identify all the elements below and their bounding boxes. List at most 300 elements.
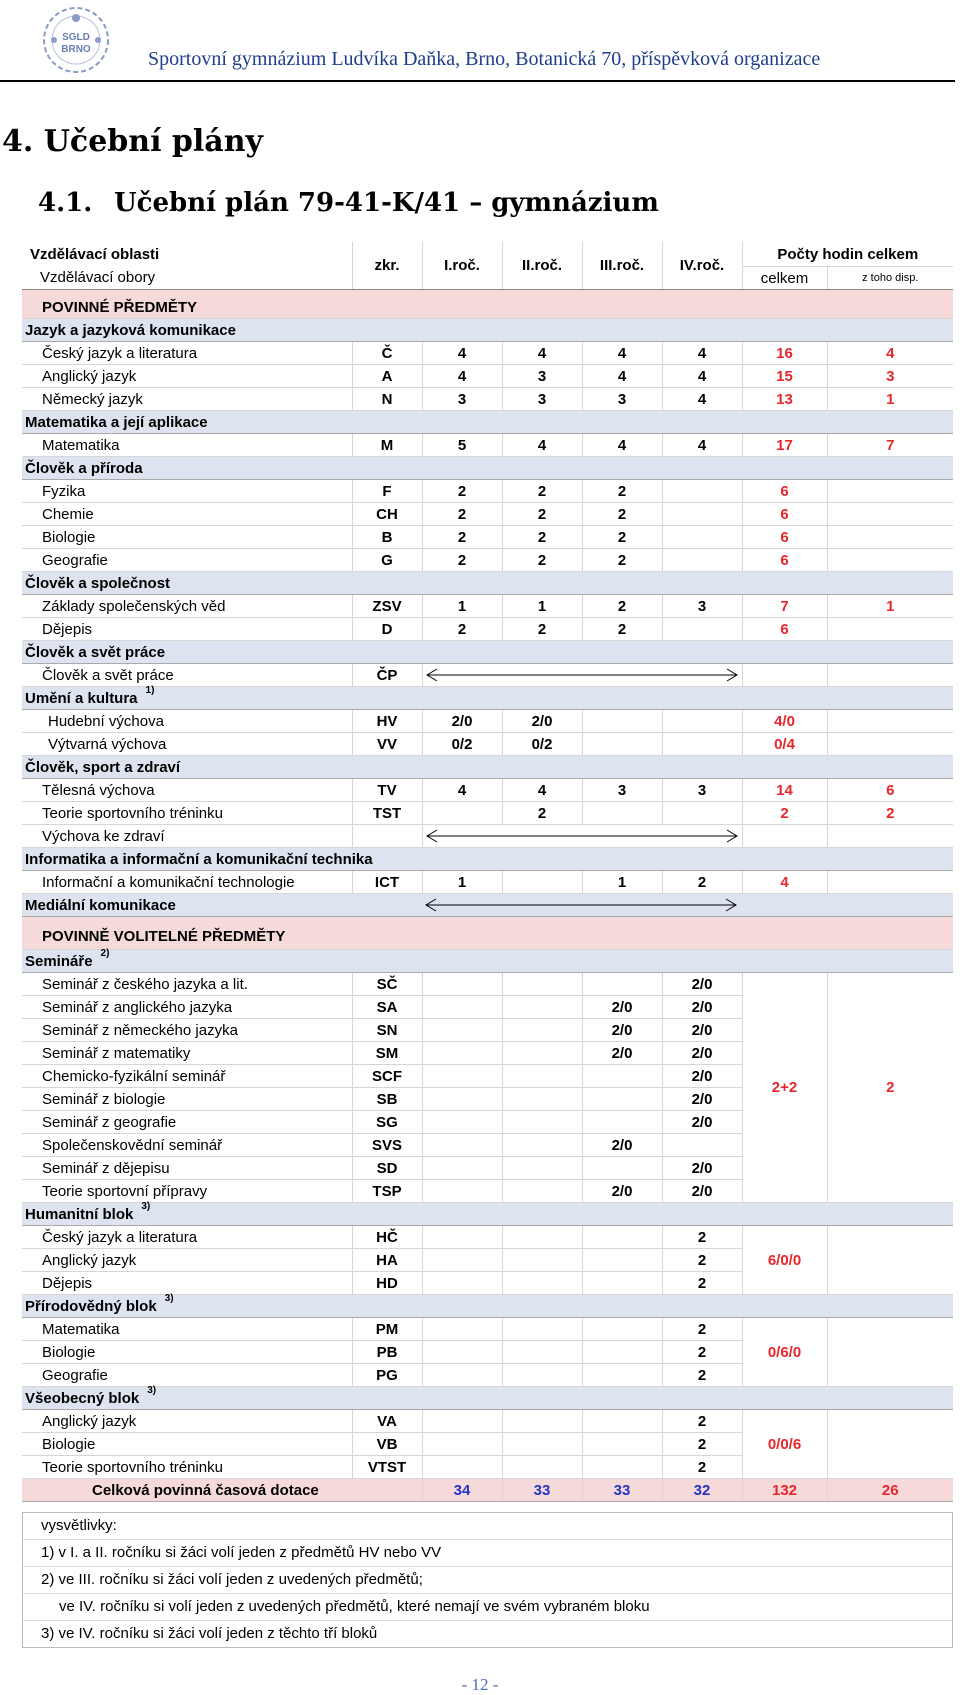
cell-value: 2 [582, 526, 662, 549]
cell-value: 2 [502, 503, 582, 526]
cell-value [422, 1088, 502, 1111]
curriculum-table [22, 242, 953, 1502]
cell-value: SČ [352, 973, 422, 996]
section-row: Člověk a společnost [22, 572, 953, 595]
cell-value [827, 733, 953, 756]
cell-value: 2/0 [662, 973, 742, 996]
span-arrow-icon [422, 664, 742, 687]
subject-name: Chemicko-fyzikální seminář [22, 1065, 352, 1088]
section-row: POVINNĚ VOLITELNÉ PŘEDMĚTY [22, 917, 953, 950]
cell-value: 3 [582, 388, 662, 411]
subject-name: Informační a komunikační technologie [22, 871, 352, 894]
cell-value: 2 [502, 802, 582, 825]
cell-value [662, 526, 742, 549]
cell-value: 2/0 [662, 1042, 742, 1065]
col-celkem: celkem [742, 267, 827, 290]
notes-box [22, 1512, 953, 1648]
cell-value [582, 1157, 662, 1180]
subject-name: Anglický jazyk [22, 1249, 352, 1272]
school-logo-icon [40, 4, 112, 76]
note-line: 2) ve III. ročníku si žáci volí jeden z uvedených předmětů; [23, 1567, 952, 1594]
cell-value [422, 1157, 502, 1180]
subject-name: Anglický jazyk [22, 365, 352, 388]
prirodovedny-body [22, 1318, 953, 1387]
cell-value: 2 [582, 595, 662, 618]
cell-value [582, 710, 662, 733]
cell-value [422, 1364, 502, 1387]
table-row: Člověk a svět práce ČP [22, 664, 953, 687]
cell-value: ICT [352, 871, 422, 894]
cell-value: 4 [582, 434, 662, 457]
table-row [22, 388, 953, 411]
cell-value: 2/0 [582, 996, 662, 1019]
cell-value [502, 1042, 582, 1065]
subject-name: Tělesná výchova [22, 779, 352, 802]
subject-name: Seminář z českého jazyka a lit. [22, 973, 352, 996]
cell-value [422, 1318, 502, 1341]
cell-value: 5 [422, 434, 502, 457]
cell-value [502, 1019, 582, 1042]
cell-value [582, 1065, 662, 1088]
cell-value: 2 [662, 1341, 742, 1364]
cell-value [827, 549, 953, 572]
cell-value: 1 [422, 595, 502, 618]
seminars-body [22, 973, 953, 1203]
subject-name: Seminář z německého jazyka [22, 1019, 352, 1042]
header-title: Sportovní gymnázium Ludvíka Daňka, Brno, Botanická 70, příspěvková organizace [148, 48, 821, 70]
cell-value: ZSV [352, 595, 422, 618]
table-row [22, 434, 953, 457]
table-row [22, 342, 953, 365]
block-total: 6/0/0 [742, 1226, 827, 1295]
cell-value [502, 1226, 582, 1249]
subject-name: Biologie [22, 526, 352, 549]
cell-value: N [352, 388, 422, 411]
cell-value: 2 [742, 802, 827, 825]
cell-value: VB [352, 1433, 422, 1456]
cell-value [662, 733, 742, 756]
cell-value [502, 1065, 582, 1088]
table-row [22, 595, 953, 618]
cell-value: 2 [827, 802, 953, 825]
cell-value [582, 1088, 662, 1111]
cell-value: 4 [662, 434, 742, 457]
cell-value: 4 [742, 871, 827, 894]
cell-value [582, 1364, 662, 1387]
cell-value [662, 503, 742, 526]
table-header-row [22, 242, 953, 267]
subject-name: Chemie [22, 503, 352, 526]
cell-value: 2 [422, 549, 502, 572]
cell-value: 2/0 [502, 710, 582, 733]
subject-name: Matematika [22, 1318, 352, 1341]
section-row: Matematika a její aplikace [22, 411, 953, 434]
cell-value: 2 [422, 526, 502, 549]
cell-value: 6 [827, 779, 953, 802]
cell-value: 2 [662, 1226, 742, 1249]
cell-value: 4 [502, 779, 582, 802]
table-row [22, 779, 953, 802]
cell-value: 2 [502, 549, 582, 572]
subject-name: Matematika [22, 434, 352, 457]
cell-value: 0/4 [742, 733, 827, 756]
subject-name: Teorie sportovní přípravy [22, 1180, 352, 1203]
cell-value: 2 [662, 1433, 742, 1456]
cell-value: 7 [827, 434, 953, 457]
cell-value [422, 1456, 502, 1479]
cell-value: 4 [662, 365, 742, 388]
cell-value: 1 [502, 595, 582, 618]
cell-value: 3 [502, 365, 582, 388]
subject-name: Teorie sportovního tréninku [22, 802, 352, 825]
cell-value [422, 1065, 502, 1088]
table-row [22, 710, 953, 733]
cell-value [502, 1249, 582, 1272]
cell-value: 1 [582, 871, 662, 894]
cell-value [502, 1433, 582, 1456]
cell-value [582, 1433, 662, 1456]
cell-value: VTST [352, 1456, 422, 1479]
cell-value: 2/0 [582, 1019, 662, 1042]
cell-value [502, 1410, 582, 1433]
svg-text:BRNO: BRNO [61, 44, 91, 55]
section-row: Člověk a příroda [22, 457, 953, 480]
col-pocty: Počty hodin celkem [742, 242, 953, 267]
cell-value: VA [352, 1410, 422, 1433]
cell-value: SA [352, 996, 422, 1019]
subject-name: Biologie [22, 1341, 352, 1364]
cell-value: 2 [422, 618, 502, 641]
cell-value: 2 [582, 503, 662, 526]
cell-value: 2 [502, 618, 582, 641]
cell-value: 2 [502, 526, 582, 549]
cell-value [422, 996, 502, 1019]
section-row: Přírodovědný blok $^{3)}$ [22, 1295, 953, 1318]
cell-value: PM [352, 1318, 422, 1341]
cell-value: 16 [742, 342, 827, 365]
cell-value: 4 [827, 342, 953, 365]
cell-value [582, 733, 662, 756]
subject-name: Základy společenských věd [22, 595, 352, 618]
cell-value [827, 871, 953, 894]
cell-value [502, 871, 582, 894]
cell-value [662, 480, 742, 503]
cell-value [827, 480, 953, 503]
cell-value: 0/2 [422, 733, 502, 756]
note-line: 1) v I. a II. ročníku si žáci volí jeden z předmětů HV nebo VV [23, 1540, 952, 1567]
cell-value [422, 1226, 502, 1249]
cell-value [422, 1111, 502, 1134]
cell-value: 17 [742, 434, 827, 457]
cell-value [502, 996, 582, 1019]
cell-value: 2/0 [582, 1180, 662, 1203]
cell-value: 1 [827, 388, 953, 411]
col-r2: II.roč. [502, 242, 582, 290]
note-line: 3) ve IV. ročníku si žáci volí jeden z těchto tří bloků [41, 1625, 378, 1642]
cell-value: PG [352, 1364, 422, 1387]
totals-row: Celková povinná časová dotace 34 33 33 32 132 26 [22, 1479, 953, 1502]
cell-value: 2/0 [662, 1065, 742, 1088]
cell-value [662, 1134, 742, 1157]
table-row: Výchova ke zdraví [22, 825, 953, 848]
cell-value: 6 [742, 618, 827, 641]
cell-value [827, 526, 953, 549]
section-row: Člověk, sport a zdraví [22, 756, 953, 779]
cell-value: G [352, 549, 422, 572]
subject-name: Biologie [22, 1433, 352, 1456]
table-row [22, 733, 953, 756]
cell-value [502, 1088, 582, 1111]
subject-name: Teorie sportovního tréninku [22, 1456, 352, 1479]
subject-name: Společenskovědní seminář [22, 1134, 352, 1157]
cell-value: A [352, 365, 422, 388]
cell-value: 3 [662, 779, 742, 802]
block-disp [827, 1226, 953, 1295]
cell-value: 4/0 [742, 710, 827, 733]
heading-2-text: Učební plán 79-41-K/41 – gymnázium [114, 188, 659, 218]
section-row: Informatika a informační a komunikační technika [22, 848, 953, 871]
cell-value [582, 1456, 662, 1479]
cell-value: 2/0 [422, 710, 502, 733]
cell-value: 2/0 [662, 1088, 742, 1111]
col-disp: z toho disp. [827, 267, 953, 290]
page-number: - 12 - [461, 1675, 499, 1694]
cell-value [422, 1341, 502, 1364]
cell-value [827, 710, 953, 733]
cell-value: 2 [662, 1364, 742, 1387]
cell-value: HA [352, 1249, 422, 1272]
cell-value: SVS [352, 1134, 422, 1157]
cell-value: TST [352, 802, 422, 825]
block-disp [827, 1318, 953, 1387]
cell-value: 3 [827, 365, 953, 388]
cell-value: 2 [502, 480, 582, 503]
table-row [22, 526, 953, 549]
subject-name: Geografie [22, 549, 352, 572]
cell-value [827, 618, 953, 641]
cell-value: 4 [502, 342, 582, 365]
subject-name: Seminář z dějepisu [22, 1157, 352, 1180]
cell-value: 2 [662, 871, 742, 894]
heading-1: 4. Učební plány [2, 124, 263, 159]
cell-value: D [352, 618, 422, 641]
cell-value [422, 1042, 502, 1065]
cell-value: 3 [502, 388, 582, 411]
cell-value: 6 [742, 480, 827, 503]
cell-value: 4 [502, 434, 582, 457]
cell-value [502, 1364, 582, 1387]
subject-name: Český jazyk a literatura [22, 1226, 352, 1249]
subject-name: Výtvarná výchova [22, 733, 352, 756]
cell-value: 2 [662, 1456, 742, 1479]
cell-value: 2/0 [582, 1134, 662, 1157]
subject-name: Německý jazyk [22, 388, 352, 411]
subject-name: Fyzika [22, 480, 352, 503]
cell-value: SM [352, 1042, 422, 1065]
cell-value: 3 [662, 595, 742, 618]
section-row: Humanitní blok $^{3)}$ [22, 1203, 953, 1226]
section-row: Jazyk a jazyková komunikace [22, 319, 953, 342]
cell-value [422, 1410, 502, 1433]
cell-value: 2/0 [662, 1111, 742, 1134]
cell-value: HD [352, 1272, 422, 1295]
cell-value: 2/0 [582, 1042, 662, 1065]
cell-value: 2 [662, 1410, 742, 1433]
table-row [22, 549, 953, 572]
cell-value: 2 [662, 1272, 742, 1295]
svg-text:SGLD: SGLD [62, 32, 90, 43]
subject-name: Český jazyk a literatura [22, 342, 352, 365]
col-area-label: Vzdělávací oblasti [30, 245, 160, 263]
cell-value: 3 [422, 388, 502, 411]
cell-value [662, 618, 742, 641]
cell-value [422, 1272, 502, 1295]
cell-value: 4 [662, 388, 742, 411]
cell-value: 4 [422, 365, 502, 388]
cell-value: Č [352, 342, 422, 365]
cell-value [502, 973, 582, 996]
cell-value: 15 [742, 365, 827, 388]
cell-value: 4 [582, 365, 662, 388]
cell-value: 3 [582, 779, 662, 802]
block-total: 0/6/0 [742, 1318, 827, 1387]
cell-value [502, 1180, 582, 1203]
cell-value: 1 [827, 595, 953, 618]
table-row [22, 973, 953, 996]
subject-name: Seminář z anglického jazyka [22, 996, 352, 1019]
cell-value: 4 [422, 342, 502, 365]
cell-value [582, 1318, 662, 1341]
table-row [22, 618, 953, 641]
col-r3: III.roč. [582, 242, 662, 290]
cell-value: 2 [582, 549, 662, 572]
cell-value: VV [352, 733, 422, 756]
cell-value: SG [352, 1111, 422, 1134]
cell-value: 6 [742, 549, 827, 572]
table-row [22, 802, 953, 825]
cell-value: 6 [742, 526, 827, 549]
cell-value: 4 [422, 779, 502, 802]
subject-name: Geografie [22, 1364, 352, 1387]
cell-value [582, 1341, 662, 1364]
section-row: Umění a kultura $^{1)}$ [22, 687, 953, 710]
cell-value: 2 [582, 618, 662, 641]
cell-value: 4 [662, 342, 742, 365]
vseobecny-body [22, 1410, 953, 1479]
cell-value: CH [352, 503, 422, 526]
cell-value: M [352, 434, 422, 457]
table-row [22, 871, 953, 894]
block-disp: 2 [827, 973, 953, 1203]
cell-value: SCF [352, 1065, 422, 1088]
cell-value [662, 710, 742, 733]
cell-value [827, 503, 953, 526]
cell-value: 2 [662, 1318, 742, 1341]
section-row: Semináře $^{2)}$ [22, 950, 953, 973]
section-row: POVINNÉ PŘEDMĚTY [22, 290, 953, 319]
cell-value: 4 [582, 342, 662, 365]
cell-value [582, 802, 662, 825]
cell-value: 0/2 [502, 733, 582, 756]
cell-value: 13 [742, 388, 827, 411]
col-r1: I.roč. [422, 242, 502, 290]
cell-value [422, 973, 502, 996]
table-row [22, 365, 953, 388]
table-row [22, 1226, 953, 1249]
cell-value: SB [352, 1088, 422, 1111]
table-row [22, 1410, 953, 1433]
cell-value: 14 [742, 779, 827, 802]
cell-value: F [352, 480, 422, 503]
cell-value [502, 1157, 582, 1180]
cell-value: 7 [742, 595, 827, 618]
cell-value [582, 1249, 662, 1272]
subject-name: Anglický jazyk [22, 1410, 352, 1433]
cell-value [422, 1134, 502, 1157]
section-row: Všeobecný blok $^{3)}$ [22, 1387, 953, 1410]
cell-value: 2 [422, 503, 502, 526]
cell-value [422, 1180, 502, 1203]
cell-value: 1 [422, 871, 502, 894]
table-row [22, 480, 953, 503]
col-r4: IV.roč. [662, 242, 742, 290]
cell-value: TSP [352, 1180, 422, 1203]
cell-value: HČ [352, 1226, 422, 1249]
cell-value: SN [352, 1019, 422, 1042]
heading-2-number: 4.1. [38, 188, 93, 218]
cell-value [422, 1433, 502, 1456]
cell-value [662, 802, 742, 825]
cell-value [662, 549, 742, 572]
table-row [22, 503, 953, 526]
cell-value: 2 [422, 480, 502, 503]
cell-value: 2/0 [662, 1019, 742, 1042]
totals-label: Celková povinná časová dotace [22, 1479, 422, 1502]
cell-value [582, 1226, 662, 1249]
cell-value [502, 1272, 582, 1295]
span-arrow-icon [422, 825, 742, 848]
cell-value [422, 1249, 502, 1272]
table-row [22, 1318, 953, 1341]
cell-value [422, 802, 502, 825]
cell-value: B [352, 526, 422, 549]
cell-value [502, 1318, 582, 1341]
cell-value [502, 1341, 582, 1364]
header-divider [0, 80, 955, 82]
subject-name: Dějepis [22, 1272, 352, 1295]
section-row: Mediální komunikace [22, 894, 953, 917]
cell-value [582, 973, 662, 996]
col-subject-label: Vzdělávací obory [22, 267, 352, 290]
cell-value [582, 1410, 662, 1433]
cell-value [422, 1019, 502, 1042]
section-row: Člověk a svět práce [22, 641, 953, 664]
block-total: 2+2 [742, 973, 827, 1203]
cell-value: 2/0 [662, 1157, 742, 1180]
cell-value: 2/0 [662, 1180, 742, 1203]
humanitni-body [22, 1226, 953, 1295]
cell-value [582, 1272, 662, 1295]
cell-value: HV [352, 710, 422, 733]
cell-value: 2 [582, 480, 662, 503]
cell-value [502, 1111, 582, 1134]
cell-value: TV [352, 779, 422, 802]
note-line: vysvětlivky: [23, 1513, 952, 1540]
subject-name: Dějepis [22, 618, 352, 641]
cell-value [502, 1456, 582, 1479]
subject-name: Seminář z matematiky [22, 1042, 352, 1065]
col-zkr: zkr. [352, 242, 422, 290]
